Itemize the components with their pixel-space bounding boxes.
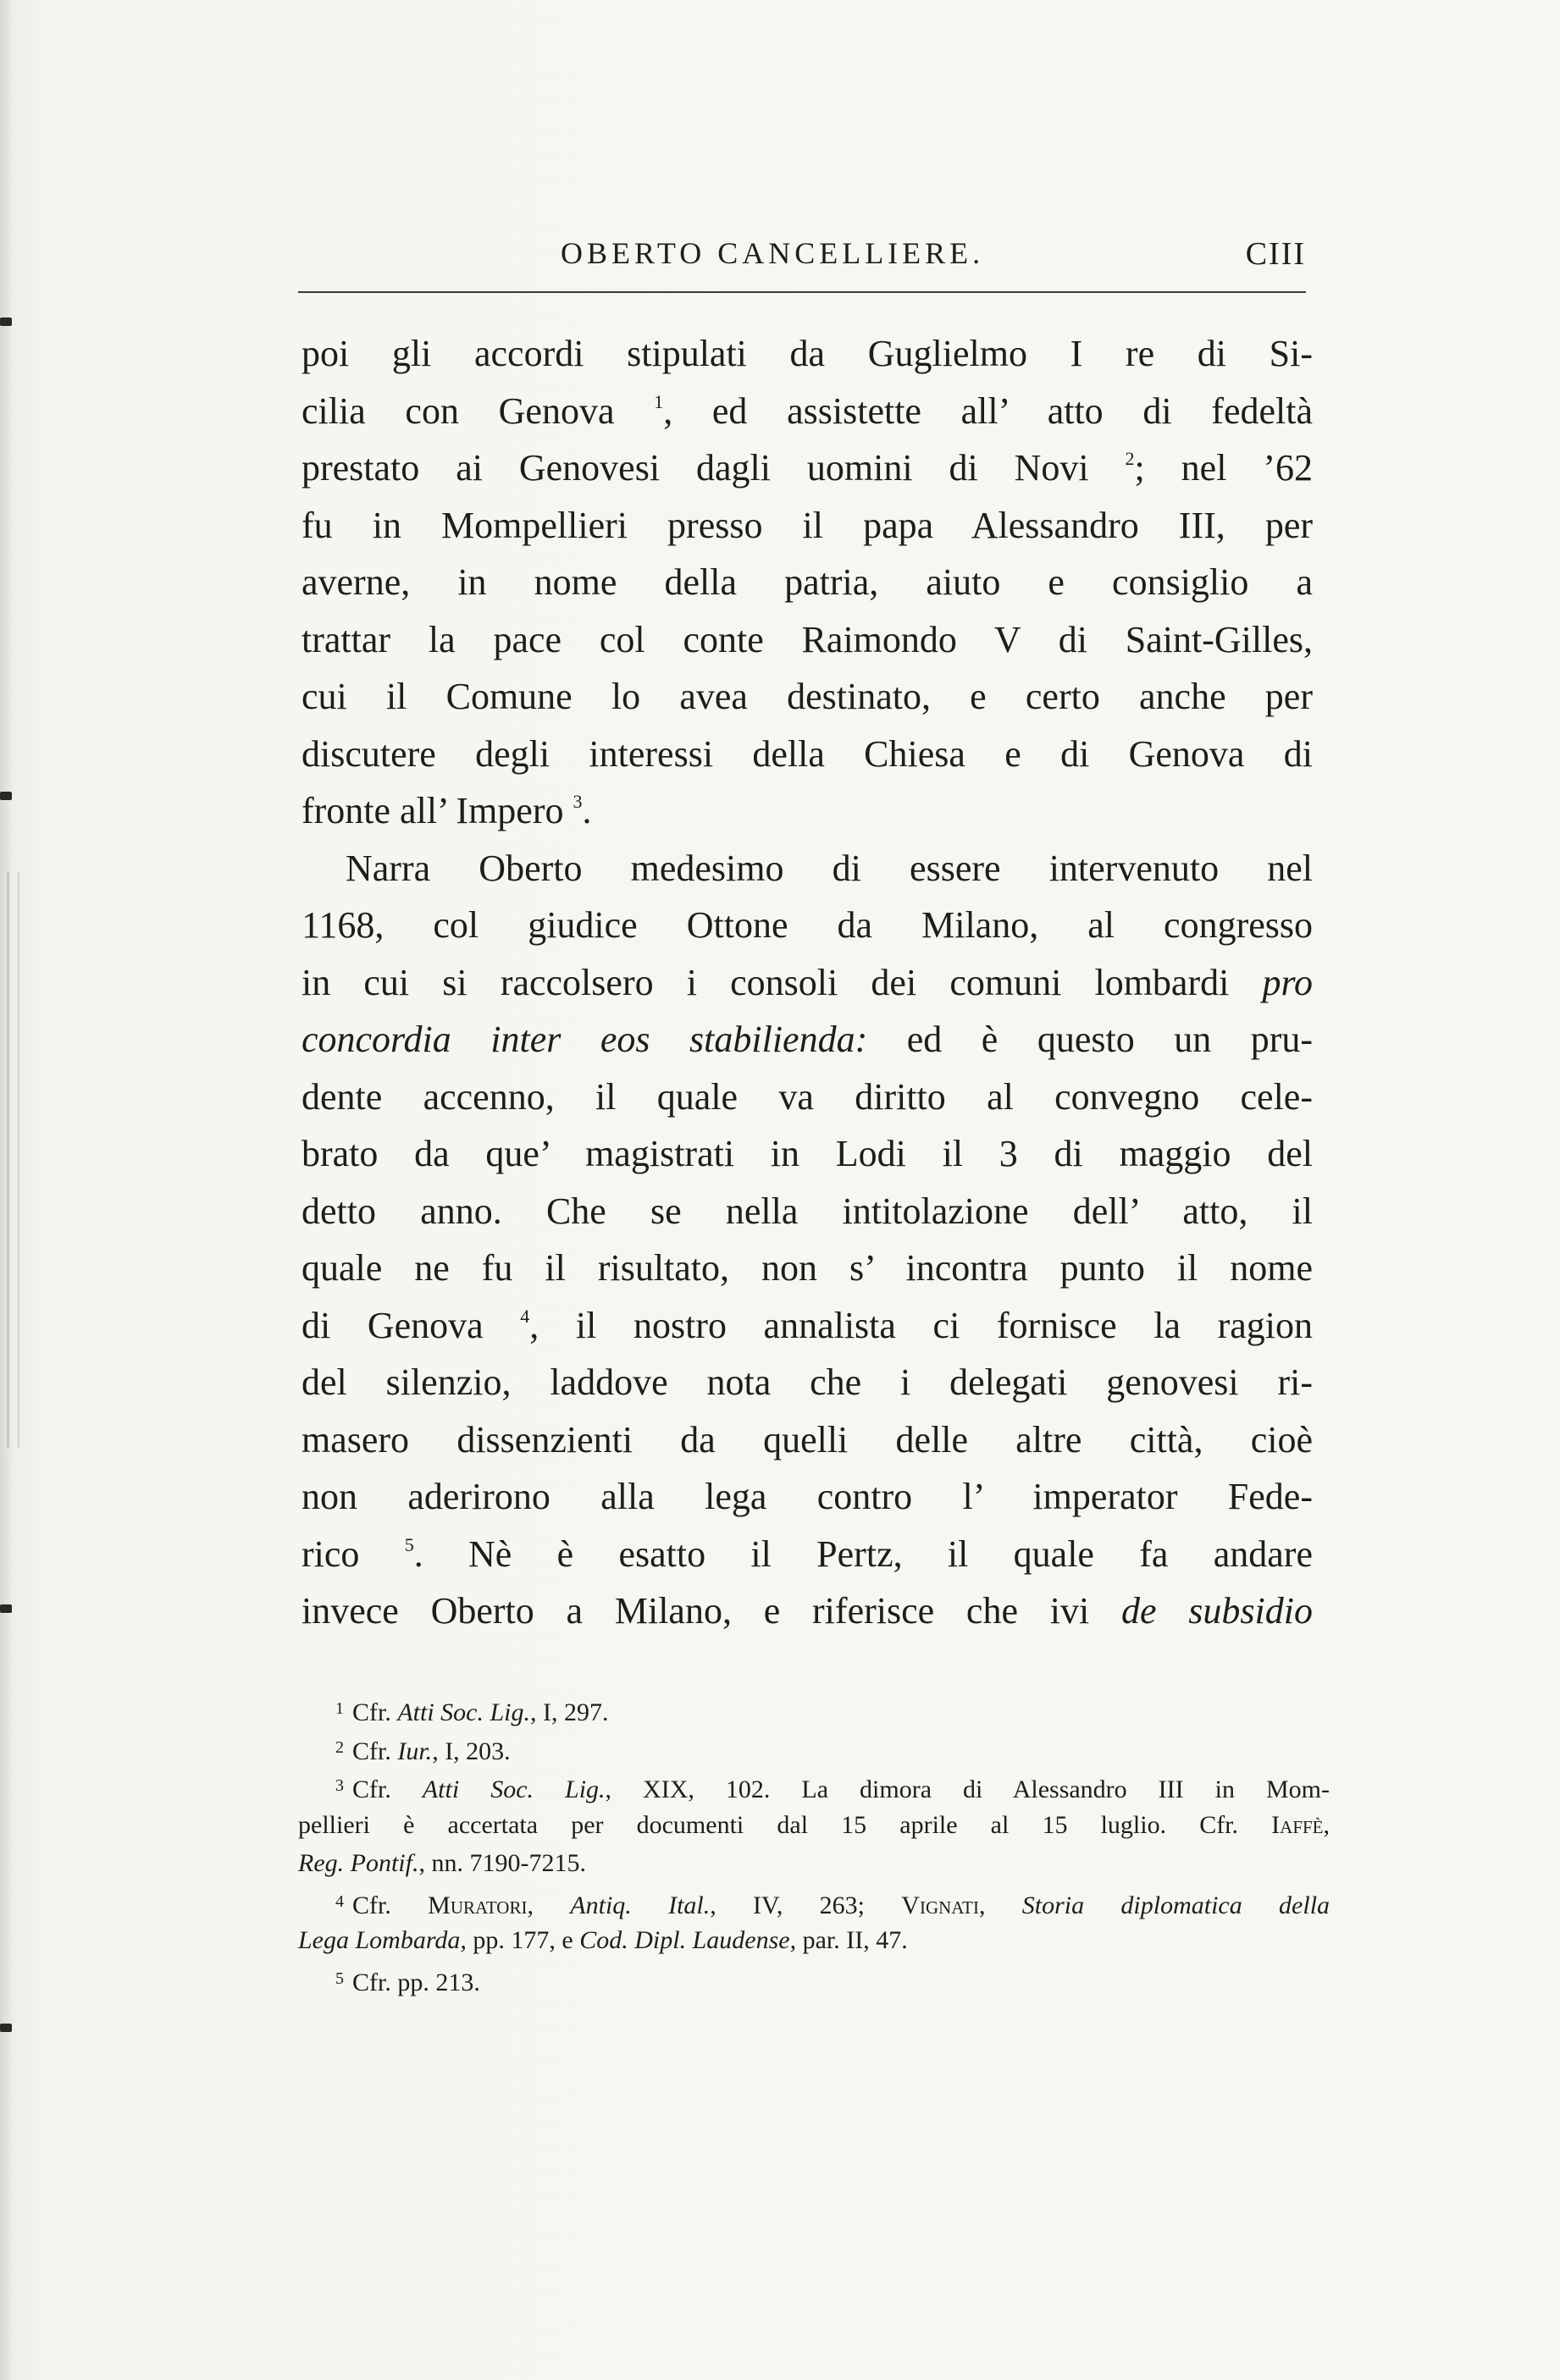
page-number: CIII [1245, 236, 1306, 272]
footnotes [298, 1690, 1330, 1998]
footnote-1: $^1$ Cfr. Atti Soc. Lig., I, 297. [335, 1698, 609, 1726]
text-line: invece Oberto a Milano, e riferisce che ivi de subsidio [301, 1590, 1314, 1632]
text-line: fu in Mompellieri presso il papa Alessandro III, per [301, 504, 1313, 546]
footnote-ref: 1 [654, 390, 664, 412]
text-line: cui il Comune lo avea destinato, e certo anche per [301, 676, 1313, 717]
footnote-2: $^2$ Cfr. Iur., I, 203. [335, 1737, 511, 1765]
header-rule [298, 291, 1306, 293]
footnote-3-cont: Reg. Pontif., nn. 7190-7215. [298, 1849, 586, 1877]
text-line: Narra Oberto medesimo di essere intervenuto nel [346, 847, 1313, 889]
footnote-ref: 2 [1125, 448, 1135, 469]
text-line: di Genova $^4$, il nostro annalista ci fornisce la ragion [301, 1304, 1313, 1346]
text-line: prestato ai Genovesi dagli uomini di Novi $^2$; nel ’62 [301, 447, 1313, 489]
binding-mark [0, 2024, 12, 2032]
text-line: cilia con Genova $^1$, ed assistette all’ atto di fedeltà [301, 389, 1313, 432]
running-head-title: OBERTO CANCELLIERE. [561, 236, 985, 270]
text-line: averne, in nome della patria, aiuto e consiglio a [301, 561, 1313, 603]
text-line: poi gli accordi stipulati da Guglielmo I re di Si- [301, 333, 1313, 374]
text-line: del silenzio, laddove nota che i delegati genovesi ri- [301, 1361, 1313, 1403]
text-line: dente accenno, il quale va diritto al convegno cele- [301, 1075, 1313, 1118]
text-line: brato da que’ magistrati in Lodi il 3 di maggio del [301, 1133, 1313, 1174]
binding-mark [0, 792, 12, 800]
text-line: in cui si raccolsero i consoli dei comuni lombardi pro [301, 961, 1314, 1003]
text-line: rico $^5$. Nè è esatto il Pertz, il quale fa andare [301, 1532, 1313, 1575]
footnote-4-cont: Lega Lombarda, pp. 177, e Cod. Dipl. Laudense, par. II, 47. [298, 1926, 908, 1954]
text-line: quale ne fu il risultato, non s’ incontra punto il nome [301, 1247, 1313, 1289]
binding-mark [0, 1604, 12, 1613]
binding-mark [0, 318, 12, 326]
text-line: concordia inter eos stabilienda: ed è questo un pru- [301, 1019, 1314, 1060]
text-line: masero dissenzienti da quelli delle altre città, cioè [301, 1418, 1313, 1461]
text-line: trattar la pace col conte Raimondo V di Saint-Gilles, [301, 618, 1313, 660]
text-line: 1168, col giudice Ottone da Milano, al congresso [301, 904, 1313, 946]
running-head [298, 227, 1306, 278]
footnote-ref: 4 [520, 1305, 530, 1327]
text-line: fronte all’ Impero $^3$. [301, 790, 592, 831]
footnote-5: $^5$ Cfr. pp. 213. [335, 1968, 480, 1996]
footnote-3-cont: pellieri è accertata per documenti dal 15 aprile al 15 luglio. Cfr. Iaffè, [298, 1810, 1330, 1839]
text-line: detto anno. Che se nella intitolazione dell’ atto, il [301, 1190, 1313, 1232]
text-line: non aderirono alla lega contro l’ imperator Fede- [301, 1476, 1313, 1517]
binding-stitch [7, 872, 19, 1448]
footnote-ref: 5 [404, 1533, 414, 1555]
footnote-4: $^4$ Cfr. Muratori, Antiq. Ital., IV, 263; Vignati, Storia diplomatica della [335, 1891, 1330, 1919]
text-line: discutere degli interessi della Chiesa e di Genova di [301, 732, 1313, 775]
footnote-ref: 3 [573, 791, 583, 812]
main-text [301, 325, 1313, 1640]
footnote-3: $^3$ Cfr. Atti Soc. Lig., XIX, 102. La dimora di Alessandro III in Mom- [335, 1775, 1330, 1803]
